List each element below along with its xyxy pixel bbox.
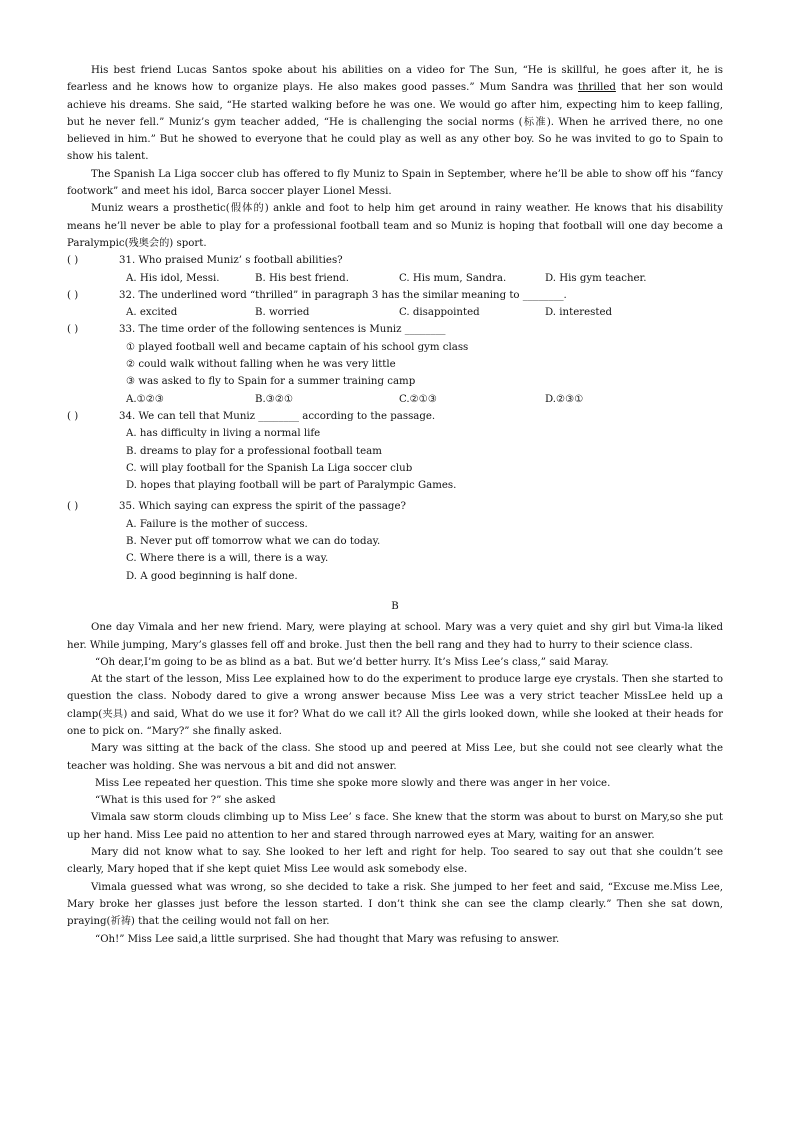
answer-blank[interactable]: ( ) xyxy=(67,501,79,513)
passage-a-paragraph-3: Muniz wears a prosthetic(假体的) ankle and foot to help him get around in rainy weather. He knows that his disability means he’ll never be able to play for a professional football team and so Muniz is hoping that football will one day become a Paralympic(残奥会的) sport. xyxy=(67,203,723,249)
option-c[interactable]: C. disappointed xyxy=(399,307,480,319)
answer-blank[interactable]: ( ) xyxy=(67,410,79,422)
option-a[interactable]: A. Failure is the mother of success. xyxy=(126,518,308,530)
question-stem: 32. The underlined word “thrilled” in paragraph 3 has the similar meaning to ________. xyxy=(119,289,567,301)
question-32 xyxy=(67,287,723,304)
section-heading-b: B xyxy=(391,600,399,612)
option-d[interactable]: D. interested xyxy=(545,307,612,319)
passage-b-paragraph-2: “Oh dear,I’m going to be as blind as a bat. But we’d better hurry. It’s Miss Lee’s class,” said Maray. xyxy=(95,656,609,668)
passage-b-paragraph-5: Miss Lee repeated her question. This time she spoke more slowly and there was anger in her voice. xyxy=(95,777,611,789)
document-page xyxy=(67,62,723,948)
passage-b-paragraph-6: “What is this used for ?” she asked xyxy=(95,795,276,807)
answer-blank[interactable]: ( ) xyxy=(67,255,79,267)
option-a[interactable]: A. has difficulty in living a normal life xyxy=(126,428,321,440)
question-35 xyxy=(67,498,723,515)
passage-b-paragraph-8: Mary did not know what to say. She looked to her left and right for help. Too seared to say out that she couldn’t see clearly, Mary hoped that if she kept quiet Miss Lee would ask somebody else. xyxy=(67,847,723,876)
question-stem: 31. Who praised Muniz’ s football abilities? xyxy=(119,255,343,267)
option-b[interactable]: B. dreams to play for a professional football team xyxy=(126,445,382,457)
sentence-item-2: ② could walk without falling when he was very little xyxy=(126,359,396,371)
question-34 xyxy=(67,408,723,425)
passage-b-paragraph-4: Mary was sitting at the back of the class. She stood up and peered at Miss Lee, but she could not see clearly what the teacher was holding. She was nervous a bit and did not answer. xyxy=(67,743,723,772)
underlined-word: thrilled xyxy=(578,82,616,94)
option-c[interactable]: C. His mum, Sandra. xyxy=(399,272,507,284)
passage-b-paragraph-1: One day Vimala and her new friend. Mary, were playing at school. Mary was a very quiet and shy girl but Vima-la liked her. While jumping, Mary’s glasses fell off and broke. Just then the bell rang and they had to hurry to their science class. xyxy=(67,622,723,651)
question-31 xyxy=(67,252,723,269)
question-33-options xyxy=(67,391,723,408)
question-stem: 35. Which saying can express the spirit of the passage? xyxy=(119,501,406,513)
paragraph-text: that her son would achieve his dreams. She said, “He started walking before he was one. We would go after him, expecting him to keep falling, but he never fell.” Muniz’s gym teacher added, “He is challenging the social norms (标准). When he arrived there, no one believed in him.” But he showed to everyone that he could play as well as any other boy. So he was invited to go to Spain to show his talent. xyxy=(67,82,724,163)
passage-a-paragraph-2: The Spanish La Liga soccer club has offered to fly Muniz to Spain in September, where he’ll be able to show off his “fancy footwork” and meet his idol, Barca soccer player Lionel Messi. xyxy=(67,168,723,198)
option-d[interactable]: D. A good beginning is half done. xyxy=(126,570,298,582)
passage-b-paragraph-7: Vimala saw storm clouds climbing up to Miss Lee’ s face. She knew that the storm was about to burst on Mary,so she put up her hand. Miss Lee paid no attention to her and stared through narrowed eyes at Mary, waiting for an answer. xyxy=(67,812,723,841)
option-c[interactable]: C. will play football for the Spanish La Liga soccer club xyxy=(126,462,413,474)
option-a[interactable]: A. His idol, Messi. xyxy=(126,272,220,284)
option-d[interactable]: D. hopes that playing football will be part of Paralympic Games. xyxy=(126,480,457,492)
option-d[interactable]: D.②③① xyxy=(545,393,584,405)
question-31-options xyxy=(67,270,723,287)
option-a[interactable]: A.①②③ xyxy=(126,393,164,405)
option-a[interactable]: A. excited xyxy=(126,307,178,319)
passage-b-paragraph-9: Vimala guessed what was wrong, so she decided to take a risk. She jumped to her feet and said, “Excuse me.Miss Lee, Mary broke her glasses just before the lesson started. I don’t think she can see the clamp clearly.” Then she sat down, praying(祈祷) that the ceiling would not fall on her. xyxy=(67,881,723,928)
option-b[interactable]: B. His best friend. xyxy=(255,272,349,284)
passage-b-paragraph-3: At the start of the lesson, Miss Lee explained how to do the experiment to produce large eye crystals. Then she started to question the class. Nobody dared to give a wrong answer because Miss Lee was a very strict teacher MissLee held up a clamp(夹具) and said, What do we use it for? What do we call it? All the girls looked down, while she looked at their heads for one to pick on. “Mary?” she finally asked. xyxy=(67,674,723,737)
answer-blank[interactable]: ( ) xyxy=(67,324,79,336)
option-b[interactable]: B. Never put off tomorrow what we can do today. xyxy=(126,536,381,548)
question-stem: 34. We can tell that Muniz ________ according to the passage. xyxy=(119,410,436,422)
passage-a-paragraph-1 xyxy=(67,62,723,166)
option-d[interactable]: D. His gym teacher. xyxy=(545,272,647,284)
sentence-item-1: ① played football well and became captain of his school gym class xyxy=(126,341,469,353)
option-b[interactable]: B.③②① xyxy=(255,393,294,405)
option-c[interactable]: C. Where there is a will, there is a way. xyxy=(126,553,329,565)
option-c[interactable]: C.②①③ xyxy=(399,393,438,405)
question-33 xyxy=(67,321,723,338)
option-b[interactable]: B. worried xyxy=(255,307,310,319)
question-stem: 33. The time order of the following sentences is Muniz ________ xyxy=(119,324,446,336)
question-32-options xyxy=(67,304,723,321)
paragraph-text: His best friend Lucas Santos spoke about his abilities on a video for The Sun, “He is skillful, he goes after it, he is fearless and he knows how to organize plays. He also makes good passes.” Mum Sandra was xyxy=(67,65,723,94)
sentence-item-3: ③ was asked to fly to Spain for a summer training camp xyxy=(126,376,416,388)
passage-b-paragraph-10: “Oh!” Miss Lee said,a little surprised. She had thought that Mary was refusing to answer. xyxy=(95,933,560,945)
answer-blank[interactable]: ( ) xyxy=(67,289,79,301)
